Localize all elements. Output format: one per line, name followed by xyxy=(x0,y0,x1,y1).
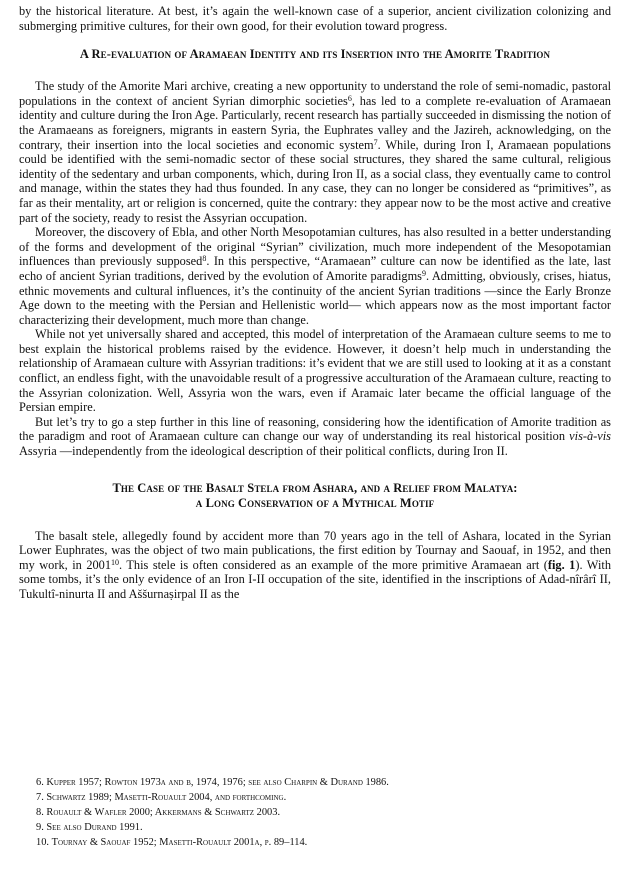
page-body xyxy=(19,4,611,602)
footnote-8: 8. Rouault & Wafler 2000; Akkermans & Schwartz 2003. xyxy=(36,807,281,818)
paragraph-interpretation-model: While not yet universally shared and accepted, this model of interpretation of the Aramaean culture seems to me to best explain the historical problems raised by the evidence. However, it doesn’t help much in understanding the relationship of Aramaean culture with Assyrian traditions: it’s evident that we are still used to looking at it as a constant conflict, an endless fight, with the unavoidable result of a progressive acculturation of the Aramaean culture, reacting to the Assyrian colonization. Well, Assyria won the wars, even if Aramaic later became the official language of the Persian empire. xyxy=(19,327,611,415)
footnote-ref-8[interactable]: 8 xyxy=(202,254,207,264)
paragraph-ebla: Moreover, the discovery of Ebla, and other North Mesopotamian cultures, has also resulted in a better understanding of the forms and development of the original “Syrian” civilization, much more independent of the Mesopotamian influences than previously supposed$^8$. In this perspective, “Aramaean” culture can now be identified as the late, last echo of ancient Syrian traditions, derived by the evolution of Amorite paradigms$^9$. Admitting, obviously, crises, hiatus, ethnic movements and cultural influences, it’s the continuity of the ancient Syrian traditions —since the Early Bronze Age down to the meeting with the Persian and Hellenistic world— which appears now as the most important factor characterizing their development, much more than change. xyxy=(19,225,611,327)
footnote-ref-6[interactable]: 6 xyxy=(347,93,352,103)
figure-reference[interactable]: fig. 1 xyxy=(547,557,576,572)
footnote-ref-9[interactable]: 9 xyxy=(421,268,426,278)
paragraph-basalt-stele: The basalt stele, allegedly found by accident more than 70 years ago in the tell of Ashara, located in the Syrian Lower Euphrates, was the object of two main publications, the first edition by Tournay and Saouaf, in 1952, and then my work, in 2001$^{10}$. This stele is often considered as an example of the more primitive Aramaean art (fig. 1). With some tombs, it’s the only evidence of an Iron I-II occupation of the site, identified in the inscriptions of Adad-nîrârî II, Tukultî-ninurta II and Aššurnaṣirpal II as the xyxy=(19,528,611,601)
footnote-7: 7. Schwartz 1989; Masetti-Rouault 2004, and forthcoming. xyxy=(36,792,287,803)
section-heading-reevaluation: A Re-evaluation of Aramaean Identity and its Insertion into the Amorite Tradition xyxy=(79,47,551,62)
footnotes xyxy=(36,775,596,850)
footnote-ref-10[interactable]: 10 xyxy=(111,557,120,567)
paragraph-mari-archive: The study of the Amorite Mari archive, creating a new opportunity to understand the role of semi-nomadic, pastoral populations in the context of ancient Syrian dimorphic societies$^6$, has led to a complete re-evaluation of Aramaean identity and culture during the Iron Age. Particularly, recent research has partially succeeded in dismissing the notion of the Aramaeans as foreigners, migrants in eastern Syria, the Euphrates valley and the Jazireh, acknowledging, on the contrary, their insertion into the local societies and economic system$^7$. While, during Iron I, Aramaean populations could be identified with the semi-nomadic sector of these social structures, they shared the same cultural, religious identity of the sedentary and urban components, which, during Iron II, as a social class, they eventually came to control and manage, within the states they had thus founded. In any case, they can no longer be considered as “primitives”, as far as their mentality, art or religion is concerned, quite the contrary: they appear now to be the most active and creative part of the society, ready to resist the Assyrian occupation. xyxy=(19,79,611,225)
footnote-9: 9. See also Durand 1991. xyxy=(36,822,143,833)
footnote-6: 6. Kupper 1957; Rowton 1973a and b, 1974, 1976; see also Charpin & Durand 1986. xyxy=(36,777,389,788)
paragraph-step-further: But let’s try to go a step further in this line of reasoning, considering how the identification of Amorite tradition as the paradigm and root of Aramaean culture can change our way of understanding its real historical position vis-à-vis Assyria —independently from the ideological description of their political conflicts, during Iron II. xyxy=(19,414,611,459)
section-heading-basalt-stela: The Case of the Basalt Stela from Ashara, and a Relief from Malatya: a Long Conservation of a Mythical Motif xyxy=(112,480,518,510)
footnote-ref-7[interactable]: 7 xyxy=(373,137,378,147)
footnote-10: 10. Tournay & Saouaf 1952; Masetti-Rouault 2001a, p. 89–114. xyxy=(36,837,308,848)
intro-paragraph: by the historical literature. At best, it’s again the well-known case of a superior, ancient civilization colonizing and submerging primitive cultures, for their own good, for their evolution toward progress. xyxy=(19,4,611,33)
